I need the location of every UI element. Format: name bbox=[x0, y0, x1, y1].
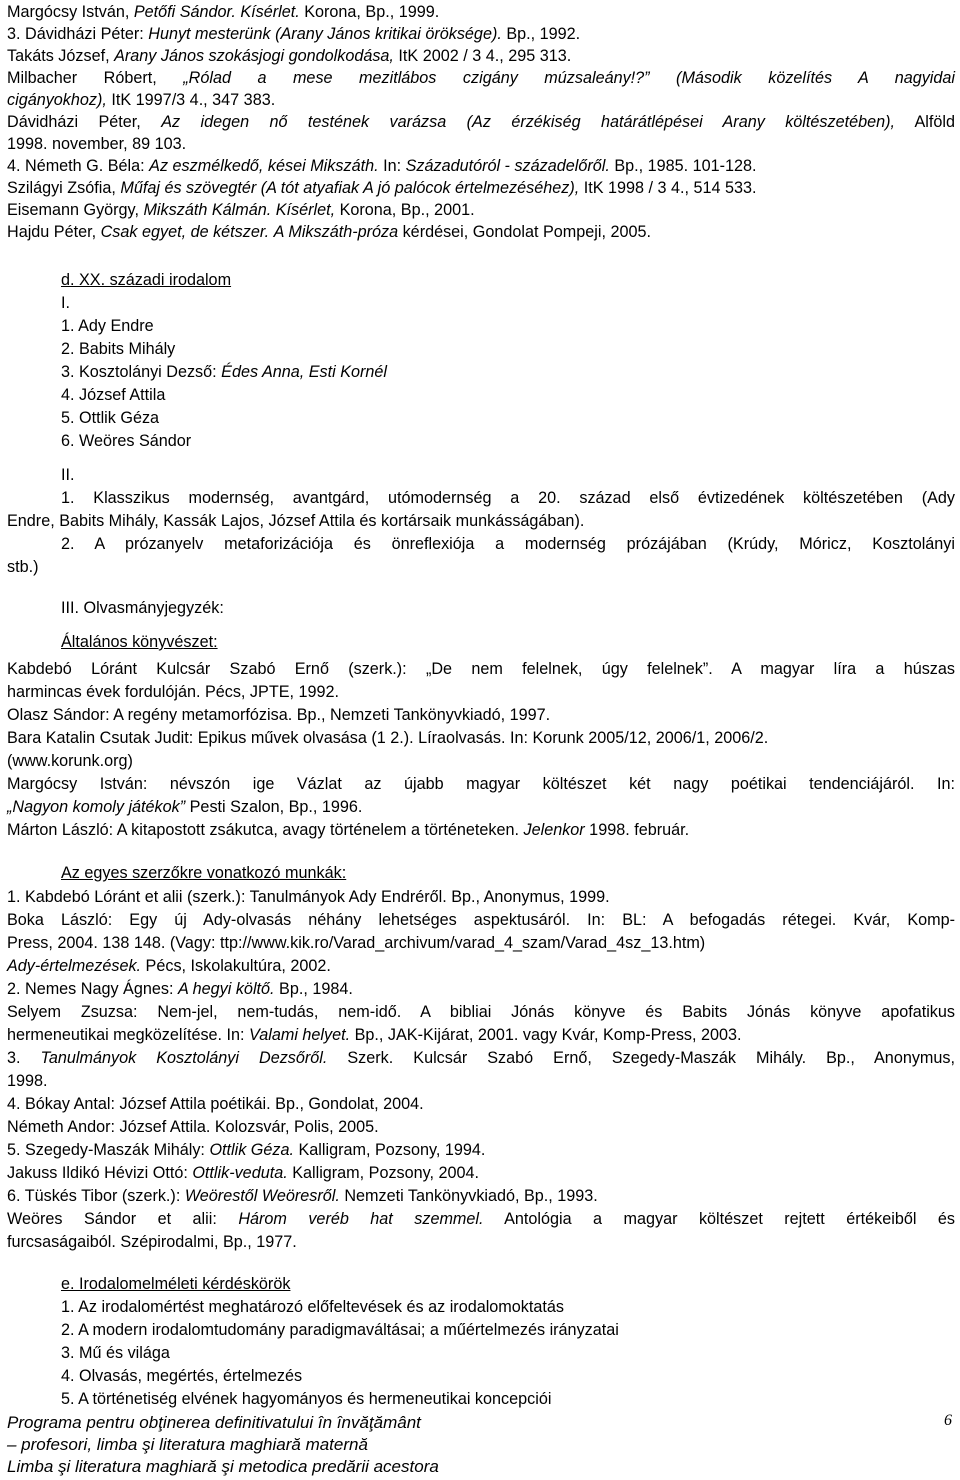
text-segment: Kabdebó Lóránt Kulcsár Szabó Ernő (szerk.): „De nem felelnek, úgy felelnek”. A magyar líra a húszas bbox=[7, 660, 955, 678]
bib-line bbox=[7, 751, 133, 771]
bib-line bbox=[7, 156, 757, 176]
theory-item: 5. A történetiség elvének hagyományos és hermeneutikai koncepciói bbox=[61, 1390, 552, 1408]
text-segment: Bp., 1985. 101-128. bbox=[609, 157, 757, 175]
text-segment: 5. Szegedy-Maszák Mihály: bbox=[7, 1141, 210, 1159]
text-segment: 3. Dávidházi Péter: bbox=[7, 25, 149, 43]
bib-line bbox=[7, 1002, 955, 1022]
text-segment: Eisemann György, bbox=[7, 201, 144, 219]
text-segment: 1998. bbox=[7, 1072, 48, 1090]
text-segment: Dávidházi Péter, bbox=[7, 113, 162, 131]
text-segment: kérdései, Gondolat Pompeji, 2005. bbox=[398, 223, 651, 241]
text-segment: Bp., 1984. bbox=[274, 980, 353, 998]
italic-title: Ottlik Géza. bbox=[209, 1141, 294, 1159]
text-segment: Pécs, Iskolakultúra, 2002. bbox=[141, 957, 331, 975]
author-item bbox=[61, 431, 191, 451]
text-segment: Margócsy István: névszón ige Vázlat az újabb magyar költészet két nagy poétikai tendenciájáról. In: bbox=[7, 775, 955, 793]
text-segment: Press, 2004. 138 148. (Vagy: ttp://www.kik.ro/Varad_archivum/varad_4_szam/Varad_4sz_13.htm) bbox=[7, 934, 706, 952]
part-2-line: 2. A prózanyelv metaforizációja és önreflexiója a modernség prózájában (Krúdy, Móricz, Kosztolányi bbox=[61, 535, 955, 553]
bib-line bbox=[7, 797, 362, 817]
bib-line bbox=[7, 728, 768, 748]
part-2-line: Endre, Babits Mihály, Kassák Lajos, József Attila és kortársaik munkásságában). bbox=[7, 512, 585, 530]
author-item bbox=[61, 339, 175, 359]
italic-title: Petőfi Sándor. Kísérlet. bbox=[133, 3, 300, 21]
italic-title: Édes Anna, Esti Kornél bbox=[221, 363, 388, 381]
italic-title: Hunyt mesterünk (Arany János kritikai öröksége). bbox=[148, 25, 502, 43]
text-segment: Korona, Bp., 1999. bbox=[299, 3, 440, 21]
text-segment: ItK 2002 / 3 4., 295 313. bbox=[393, 47, 572, 65]
bib-line bbox=[7, 933, 705, 953]
italic-title: Műfaj és szövegtér (A tót atyafiak A jó palócok értelmezéséhez), bbox=[120, 179, 580, 197]
author-item bbox=[61, 408, 159, 428]
text-segment: 2. Nemes Nagy Ágnes: bbox=[7, 980, 178, 998]
bib-line bbox=[7, 1186, 598, 1206]
text-segment: 4. Bókay Antal: József Attila poétikái. Bp., Gondolat, 2004. bbox=[7, 1095, 424, 1113]
part-1-label: I. bbox=[61, 294, 70, 312]
theory-item: 3. Mű és világa bbox=[61, 1344, 170, 1362]
italic-title: A Mikszáth-próza bbox=[273, 223, 399, 241]
bib-line bbox=[7, 1140, 485, 1160]
bib-line bbox=[7, 90, 275, 110]
author-item bbox=[61, 362, 387, 382]
text-segment: Antológia a magyar költészet rejtett értékeiből és bbox=[483, 1210, 955, 1228]
bib-line bbox=[7, 1232, 297, 1252]
footer-line: – profesori, limba şi literatura maghiară maternă bbox=[7, 1435, 368, 1454]
text-segment: Takáts József, bbox=[7, 47, 115, 65]
text-segment: 1998. február. bbox=[584, 821, 690, 839]
bib-line bbox=[7, 1163, 479, 1183]
text-segment: Alföld bbox=[894, 113, 955, 131]
bib-line bbox=[7, 112, 955, 132]
text-segment: Kalligram, Pozsony, 1994. bbox=[294, 1141, 486, 1159]
text-segment: 3. Kosztolányi Dezső: bbox=[61, 363, 222, 381]
italic-title: Ady-értelmezések. bbox=[7, 957, 142, 975]
bib-line bbox=[7, 979, 353, 999]
part-3-label: III. Olvasmányjegyzék: bbox=[61, 599, 224, 617]
bib-line bbox=[7, 24, 580, 44]
bib-line bbox=[7, 956, 331, 976]
bib-line bbox=[7, 46, 571, 66]
text-segment: (www.korunk.org) bbox=[7, 752, 133, 770]
text-segment: Olasz Sándor: A regény metamorfózisa. Bp., Nemzeti Tankönyvkiadó, 1997. bbox=[7, 706, 551, 724]
text-segment: In: bbox=[378, 157, 406, 175]
italic-title: Weörestől Weöresről. bbox=[184, 1187, 340, 1205]
text-segment: Kalligram, Pozsony, 2004. bbox=[287, 1164, 480, 1182]
text-segment: Weöres Sándor et alii: bbox=[7, 1210, 239, 1228]
bib-line bbox=[7, 200, 475, 220]
italic-title: Tanulmányok Kosztolányi Dezsőről. bbox=[40, 1049, 328, 1067]
bib-line bbox=[7, 134, 186, 154]
text-segment: 4. Németh G. Béla: bbox=[7, 157, 150, 175]
bib-line bbox=[7, 887, 610, 907]
bib-line bbox=[7, 659, 955, 679]
text-segment: 3. bbox=[7, 1049, 41, 1067]
italic-title: A hegyi költő. bbox=[177, 980, 275, 998]
page-number: 6 bbox=[944, 1412, 952, 1429]
text-segment: ItK 1998 / 3 4., 514 533. bbox=[579, 179, 757, 197]
section-d-heading: d. XX. századi irodalom bbox=[61, 271, 232, 289]
text-segment: hermeneutikai megközelítése. In: bbox=[7, 1026, 250, 1044]
text-segment: Bp., JAK-Kijárat, 2001. vagy Kvár, Komp-Press, 2003. bbox=[350, 1026, 742, 1044]
italic-title: Valami helyet. bbox=[249, 1026, 351, 1044]
bib-line bbox=[7, 2, 439, 22]
italic-title: Arany János szokásjogi gondolkodása, bbox=[114, 47, 394, 65]
bib-line bbox=[7, 222, 651, 242]
bib-line bbox=[7, 774, 955, 794]
bib-line bbox=[7, 705, 550, 725]
italic-title: Az idegen nő testének varázsa (Az érzékiség határátlépései Arany költészetében), bbox=[161, 113, 895, 131]
bib-line bbox=[7, 910, 955, 930]
italic-title: Mikszáth Kálmán. Kísérlet, bbox=[143, 201, 336, 219]
bib-line bbox=[7, 68, 955, 88]
bib-line bbox=[7, 682, 339, 702]
bib-line bbox=[7, 1071, 48, 1091]
italic-title: „Rólad a mese mezitlábos czigány múzsaleány!?” (Második közelítés A nagyidai bbox=[183, 69, 955, 87]
italic-title: Századutóról - századelőről. bbox=[405, 157, 610, 175]
text-segment: Pesti Szalon, Bp., 1996. bbox=[185, 798, 363, 816]
section-e-heading: e. Irodalomelméleti kérdéskörök bbox=[61, 1275, 291, 1293]
author-bib-heading: Az egyes szerzőkre vonatkozó munkák: bbox=[61, 864, 347, 882]
text-segment: 1998. november, 89 103. bbox=[7, 135, 187, 153]
text-segment: 6. Tüskés Tibor (szerk.): bbox=[7, 1187, 185, 1205]
italic-title: Csak egyet, de kétszer. bbox=[100, 223, 270, 241]
italic-title: cigányokhoz), bbox=[7, 91, 107, 109]
bib-line bbox=[7, 820, 689, 840]
bib-line bbox=[7, 1117, 379, 1137]
text-segment: Bara Katalin Csutak Judit: Epikus művek olvasása (1 2.). Líraolvasás. In: Korunk 2005/12, 2006/1, 2006/2. bbox=[7, 729, 769, 747]
text-segment: Jakuss Ildikó Hévizi Ottó: bbox=[7, 1164, 193, 1182]
text-segment: 5. Ottlik Géza bbox=[61, 409, 160, 427]
bib-line bbox=[7, 1094, 424, 1114]
text-segment: Szerk. Kulcsár Szabó Ernő, Szegedy-Maszák Mihály. Bp., Anonymus, bbox=[327, 1049, 955, 1067]
bib-line bbox=[7, 1209, 955, 1229]
text-segment: 1. Kabdebó Lóránt et alii (szerk.): Tanulmányok Ady Endréről. Bp., Anonymus, 1999. bbox=[7, 888, 610, 906]
text-segment: Selyem Zsuzsa: Nem-jel, nem-tudás, nem-idő. A bibliai Jónás könyve és Babits Jónás könyve apofatikus bbox=[7, 1003, 955, 1021]
text-segment: Márton László: A kitapostott zsákutca, avagy történelem a történeteken. bbox=[7, 821, 524, 839]
bib-line bbox=[7, 1048, 955, 1068]
text-segment: 6. Weöres Sándor bbox=[61, 432, 192, 450]
text-segment: Bp., 1992. bbox=[501, 25, 581, 43]
text-segment: 4. József Attila bbox=[61, 386, 166, 404]
text-segment: Nemzeti Tankönyvkiadó, Bp., 1993. bbox=[339, 1187, 598, 1205]
italic-title: Ottlik-veduta. bbox=[192, 1164, 288, 1182]
italic-title: Három veréb hat szemmel. bbox=[238, 1210, 484, 1228]
bib-line bbox=[7, 178, 757, 198]
text-segment: 1. Ady Endre bbox=[61, 317, 154, 335]
text-segment: Korona, Bp., 2001. bbox=[335, 201, 475, 219]
theory-item: 1. Az irodalomértést meghatározó előfeltevések és az irodalomoktatás bbox=[61, 1298, 564, 1316]
text-segment: 2. Babits Mihály bbox=[61, 340, 176, 358]
italic-title: Az eszmélkedő, kései Mikszáth. bbox=[149, 157, 379, 175]
text-segment: furcsaságaiból. Szépirodalmi, Bp., 1977. bbox=[7, 1233, 297, 1251]
text-segment: Németh Andor: József Attila. Kolozsvár, Polis, 2005. bbox=[7, 1118, 379, 1136]
general-bib-heading: Általános könyvészet: bbox=[61, 633, 218, 651]
italic-title: Jelenkor bbox=[523, 821, 585, 839]
footer-line: Limba şi literatura maghiară şi metodica predării acestora bbox=[7, 1457, 439, 1476]
part-2-line: stb.) bbox=[7, 558, 39, 576]
text-segment: harmincas évek fordulóján. Pécs, JPTE, 1992. bbox=[7, 683, 340, 701]
theory-item: 4. Olvasás, megértés, értelmezés bbox=[61, 1367, 303, 1385]
text-segment: ItK 1997/3 4., 347 383. bbox=[106, 91, 276, 109]
part-2-line: 1. Klasszikus modernség, avantgárd, utómodernség a 20. század első évtizedének költészetében (Ady bbox=[61, 489, 955, 507]
part-2-label: II. bbox=[61, 466, 75, 484]
italic-title: „Nagyon komoly játékok” bbox=[7, 798, 186, 816]
text-segment: Margócsy István, bbox=[7, 3, 134, 21]
text-segment: Szilágyi Zsófia, bbox=[7, 179, 121, 197]
text-segment: Milbacher Róbert, bbox=[7, 69, 184, 87]
author-item bbox=[61, 385, 165, 405]
bib-line bbox=[7, 1025, 742, 1045]
text-segment: Boka László: Egy új Ady-olvasás néhány lehetséges aspektusáról. In: BL: A befogadás rétegei. Kvár, Komp- bbox=[7, 911, 955, 929]
author-item bbox=[61, 316, 154, 336]
text-segment: Hajdu Péter, bbox=[7, 223, 101, 241]
theory-item: 2. A modern irodalomtudomány paradigmaváltásai; a műértelmezés irányzatai bbox=[61, 1321, 619, 1339]
footer-line: Programa pentru obţinerea definitivatului în învăţământ bbox=[7, 1413, 421, 1432]
